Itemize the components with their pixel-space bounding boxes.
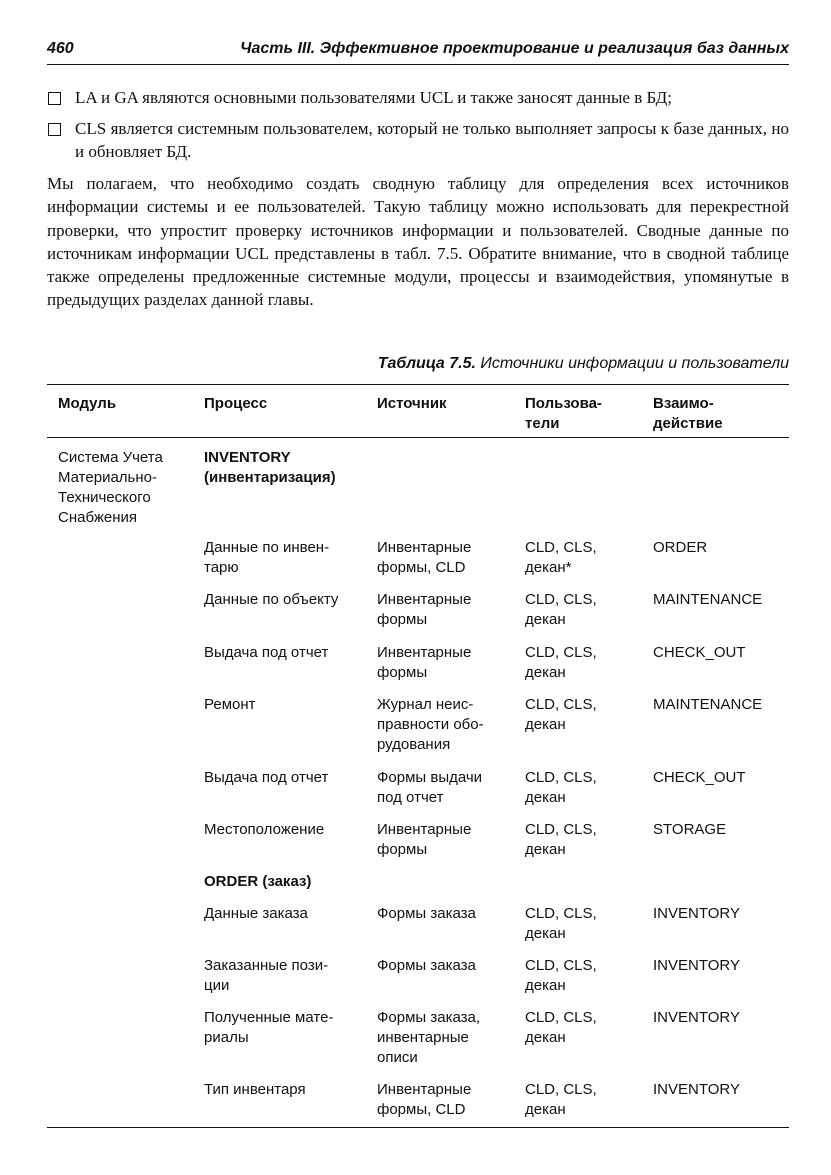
- column-header-process: Процесс: [204, 395, 268, 412]
- cell-source: Инвентарные формы: [377, 644, 472, 681]
- column-header-users: Пользова- тели: [525, 395, 602, 432]
- column-header-module: Модуль: [58, 395, 117, 412]
- cell-interaction: INVENTORY: [653, 1081, 740, 1098]
- cell-process: Заказанные пози- ции: [204, 957, 329, 994]
- cell-source: Инвентарные формы: [377, 821, 472, 858]
- cell-source: Формы заказа, инвентарные описи: [377, 1009, 481, 1066]
- cell-interaction: MAINTENANCE: [653, 696, 763, 713]
- cell-users: CLD, CLS, декан*: [525, 539, 597, 576]
- table-caption-text: Источники информации и пользователи: [480, 355, 789, 372]
- checkbox-square-icon: [48, 123, 61, 136]
- cell-users: CLD, CLS, декан: [525, 644, 597, 681]
- cell-process: Полученные мате- риалы: [204, 1009, 334, 1046]
- cell-source: Формы заказа: [377, 905, 476, 922]
- cell-interaction: INVENTORY: [653, 905, 740, 922]
- cell-process: Выдача под отчет: [204, 644, 329, 661]
- cell-source: Журнал неис- правности обо- рудования: [377, 696, 484, 753]
- cell-source: Формы выдачи под отчет: [377, 769, 483, 806]
- table-caption: [378, 355, 789, 373]
- cell-process: Тип инвентаря: [204, 1081, 306, 1098]
- table-header-rule: [47, 437, 789, 438]
- page-number: 460: [47, 40, 74, 57]
- cell-source: Формы заказа: [377, 957, 476, 974]
- cell-interaction: CHECK_OUT: [653, 644, 746, 661]
- cell-users: CLD, CLS, декан: [525, 821, 597, 858]
- cell-source: Инвентарные формы, CLD: [377, 539, 472, 576]
- running-title: Часть III. Эффективное проектирование и реализация баз данных: [240, 40, 789, 57]
- group-title: ORDER (заказ): [204, 873, 312, 890]
- cell-process: Данные заказа: [204, 905, 308, 922]
- cell-users: CLD, CLS, декан: [525, 696, 597, 733]
- table-top-rule: [47, 384, 789, 385]
- group-title: INVENTORY (инвентаризация): [204, 449, 336, 486]
- cell-interaction: MAINTENANCE: [653, 591, 763, 608]
- bullet-text: LA и GA являются основными пользователями UCL и также заносят данные в БД;: [75, 88, 672, 107]
- cell-source: Инвентарные формы, CLD: [377, 1081, 472, 1118]
- cell-users: CLD, CLS, декан: [525, 905, 597, 942]
- bullet-item: [47, 86, 789, 109]
- running-header: [47, 40, 789, 65]
- cell-module: Система Учета Материально- Технического Снабжения: [58, 449, 163, 526]
- cell-interaction: ORDER: [653, 539, 708, 556]
- table-bottom-rule: [47, 1127, 789, 1128]
- cell-process: Данные по объекту: [204, 591, 339, 608]
- cell-process: Данные по инвен- тарю: [204, 539, 330, 576]
- cell-interaction: STORAGE: [653, 821, 727, 838]
- cell-process: Местоположение: [204, 821, 325, 838]
- table-caption-label: Таблица 7.5.: [377, 355, 476, 372]
- cell-users: CLD, CLS, декан: [525, 1009, 597, 1046]
- cell-users: CLD, CLS, декан: [525, 591, 597, 628]
- body-paragraph: Мы полагаем, что необходимо создать сводную таблицу для определения всех источников информации системы и ее пользователей. Такую таблицу можно использовать для перекрестной проверки, что упростит проверку источников информации и пользователей. Сводные данные по источникам информации UCL представлены в табл. 7.5. Обратите внимание, что в сводной таблице также определены предложенные системные модули, процессы и взаимодействия, упомянутые в предыдущих разделах данной главы.: [47, 174, 789, 310]
- column-header-interaction: Взаимо- действие: [653, 395, 723, 432]
- cell-interaction: CHECK_OUT: [653, 769, 746, 786]
- cell-process: Ремонт: [204, 696, 256, 713]
- column-header-source: Источник: [377, 395, 447, 412]
- cell-interaction: INVENTORY: [653, 957, 740, 974]
- cell-users: CLD, CLS, декан: [525, 769, 597, 806]
- checkbox-square-icon: [48, 92, 61, 105]
- cell-process: Выдача под отчет: [204, 769, 329, 786]
- bullet-list: [47, 86, 789, 171]
- cell-users: CLD, CLS, декан: [525, 957, 597, 994]
- cell-interaction: INVENTORY: [653, 1009, 740, 1026]
- bullet-item: [47, 117, 789, 163]
- cell-users: CLD, CLS, декан: [525, 1081, 597, 1118]
- bullet-text: CLS является системным пользователем, который не только выполняет запросы к базе данных, но и обновляет БД.: [75, 119, 789, 161]
- cell-source: Инвентарные формы: [377, 591, 472, 628]
